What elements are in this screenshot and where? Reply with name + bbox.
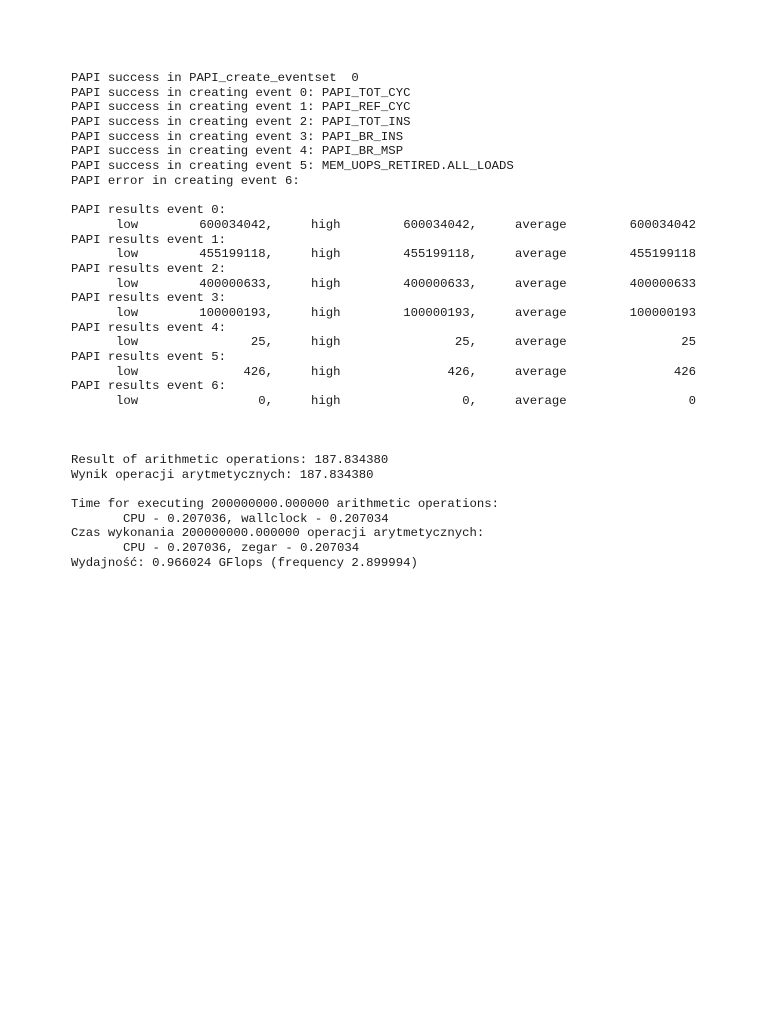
timing-header-en: Time for executing 200000000.000000 arithmetic operations: bbox=[71, 496, 500, 511]
average-label: average bbox=[515, 217, 567, 232]
terminal-output bbox=[71, 71, 711, 570]
high-value: 426, bbox=[447, 364, 477, 379]
low-label: low bbox=[116, 217, 139, 232]
spacer bbox=[71, 438, 711, 453]
create-error-line: PAPI error in creating event 6: bbox=[71, 173, 300, 188]
high-value: 25, bbox=[454, 335, 477, 350]
average-label: average bbox=[515, 247, 567, 262]
create-line: PAPI success in PAPI_create_eventset 0 bbox=[71, 71, 359, 85]
spacer bbox=[71, 482, 711, 497]
arithmetic-result-pl: Wynik operacji arytmetycznych: 187.834380 bbox=[71, 467, 374, 482]
timing-cpu-pl: CPU - 0.207036, zegar - 0.207034 bbox=[123, 541, 360, 555]
high-label: high bbox=[311, 306, 341, 320]
high-value: 0, bbox=[462, 394, 477, 409]
low-value: 600034042, bbox=[199, 217, 273, 232]
create-line: PAPI success in creating event 4: PAPI_BR_MSP bbox=[71, 144, 404, 159]
low-value: 25, bbox=[250, 335, 273, 350]
average-value: 0 bbox=[688, 394, 696, 409]
low-value: 400000633, bbox=[199, 276, 273, 291]
high-label: high bbox=[311, 247, 341, 262]
high-label: high bbox=[311, 276, 341, 291]
results-section bbox=[71, 203, 711, 409]
results-row bbox=[71, 277, 711, 292]
average-label: average bbox=[515, 335, 567, 350]
high-value: 455199118, bbox=[403, 247, 477, 262]
average-label: average bbox=[515, 364, 567, 379]
high-value: 600034042, bbox=[403, 217, 477, 232]
low-value: 100000193, bbox=[199, 306, 273, 320]
average-value: 25 bbox=[681, 335, 696, 350]
high-label: high bbox=[311, 335, 341, 350]
results-row bbox=[71, 247, 711, 262]
results-header: PAPI results event 5: bbox=[71, 350, 226, 365]
results-row bbox=[71, 306, 711, 321]
results-header: PAPI results event 4: bbox=[71, 320, 226, 335]
high-label: high bbox=[311, 217, 341, 232]
low-label: low bbox=[116, 276, 139, 291]
create-line: PAPI success in creating event 2: PAPI_TOT_INS bbox=[71, 115, 411, 130]
results-header: PAPI results event 2: bbox=[71, 261, 226, 276]
results-row bbox=[71, 218, 711, 233]
average-label: average bbox=[515, 394, 567, 409]
low-label: low bbox=[116, 306, 139, 320]
low-label: low bbox=[116, 364, 139, 379]
results-header: PAPI results event 1: bbox=[71, 232, 226, 247]
high-value: 100000193, bbox=[403, 306, 477, 320]
average-value: 455199118 bbox=[629, 247, 696, 262]
average-value: 600034042 bbox=[629, 217, 696, 232]
low-value: 426, bbox=[243, 364, 273, 379]
average-value: 426 bbox=[673, 364, 696, 379]
low-value: 455199118, bbox=[199, 247, 273, 262]
create-line: PAPI success in creating event 0: PAPI_TOT_CYC bbox=[71, 85, 411, 100]
average-value: 100000193 bbox=[629, 306, 696, 320]
low-value: 0, bbox=[258, 394, 273, 409]
average-label: average bbox=[515, 306, 567, 320]
low-label: low bbox=[116, 394, 139, 409]
create-line: PAPI success in creating event 3: PAPI_BR_INS bbox=[71, 129, 404, 144]
results-row bbox=[71, 335, 711, 350]
results-header: PAPI results event 3: bbox=[71, 291, 226, 306]
spacer bbox=[71, 189, 711, 204]
timing-section bbox=[71, 497, 711, 570]
average-value: 400000633 bbox=[629, 276, 696, 291]
spacer bbox=[71, 424, 711, 439]
low-label: low bbox=[116, 335, 139, 350]
performance-line: Wydajność: 0.966024 GFlops (frequency 2.899994) bbox=[71, 555, 418, 570]
results-header: PAPI results event 0: bbox=[71, 203, 226, 218]
high-label: high bbox=[311, 364, 341, 379]
low-label: low bbox=[116, 247, 139, 262]
spacer bbox=[71, 409, 711, 424]
create-line: PAPI success in creating event 1: PAPI_REF_CYC bbox=[71, 100, 411, 115]
results-row bbox=[71, 365, 711, 380]
timing-header-pl: Czas wykonania 200000000.000000 operacji arytmetycznych: bbox=[71, 526, 485, 541]
arithmetic-result-en: Result of arithmetic operations: 187.834380 bbox=[71, 452, 389, 467]
average-label: average bbox=[515, 276, 567, 291]
high-label: high bbox=[311, 394, 341, 409]
create-line: PAPI success in creating event 5: MEM_UOPS_RETIRED.ALL_LOADS bbox=[71, 159, 514, 174]
create-section bbox=[71, 71, 711, 189]
arithmetic-section bbox=[71, 453, 711, 482]
timing-cpu-en: CPU - 0.207036, wallclock - 0.207034 bbox=[123, 511, 389, 526]
results-row bbox=[71, 394, 711, 409]
high-value: 400000633, bbox=[403, 276, 477, 291]
results-header: PAPI results event 6: bbox=[71, 379, 226, 394]
